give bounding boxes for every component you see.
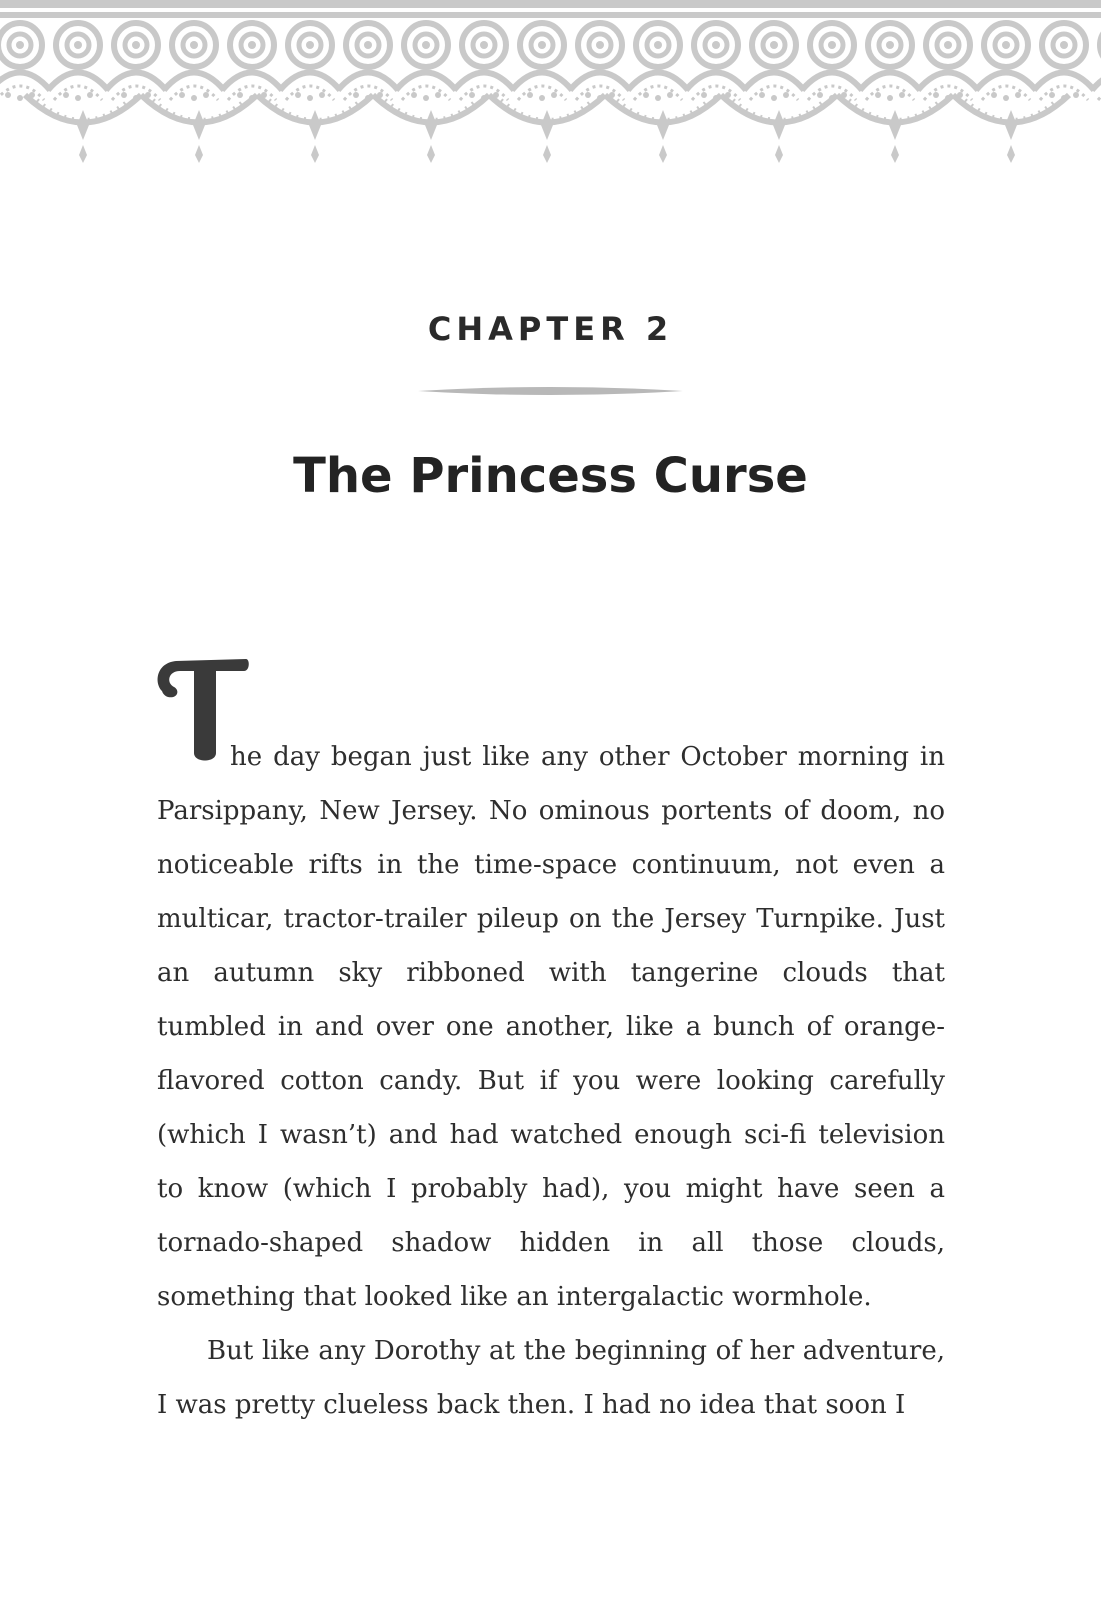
paragraph: he day began just like any other October morning in Parsippany, New Jersey. No ominous portents of doom, no noticeable rifts in the time-space continuum, not even a multicar, tractor-trailer pileup on the Jersey Turnpike. Just an autumn sky ribboned with tangerine clouds that tumbled in and over one another, like a bunch of orange-flavored cotton candy. But if you were looking carefully (which I wasn’t) and had watched enough sci-fi television to know (which I probably had), you might have seen a tornado-shaped shadow hidden in all those clouds, something that looked like an intergalactic wormhole. (157, 742, 945, 1312)
chapter-divider (418, 385, 683, 397)
chapter-title: The Princess Curse (293, 448, 808, 504)
paragraph: But like any Dorothy at the beginning of her adventure, I was pretty clueless back then. I had no idea that soon I (157, 1336, 945, 1420)
header-ornament (0, 0, 1101, 170)
drop-cap-letter: T (154, 640, 164, 657)
body-text (157, 730, 945, 1432)
chapter-label: CHAPTER 2 (427, 310, 674, 348)
